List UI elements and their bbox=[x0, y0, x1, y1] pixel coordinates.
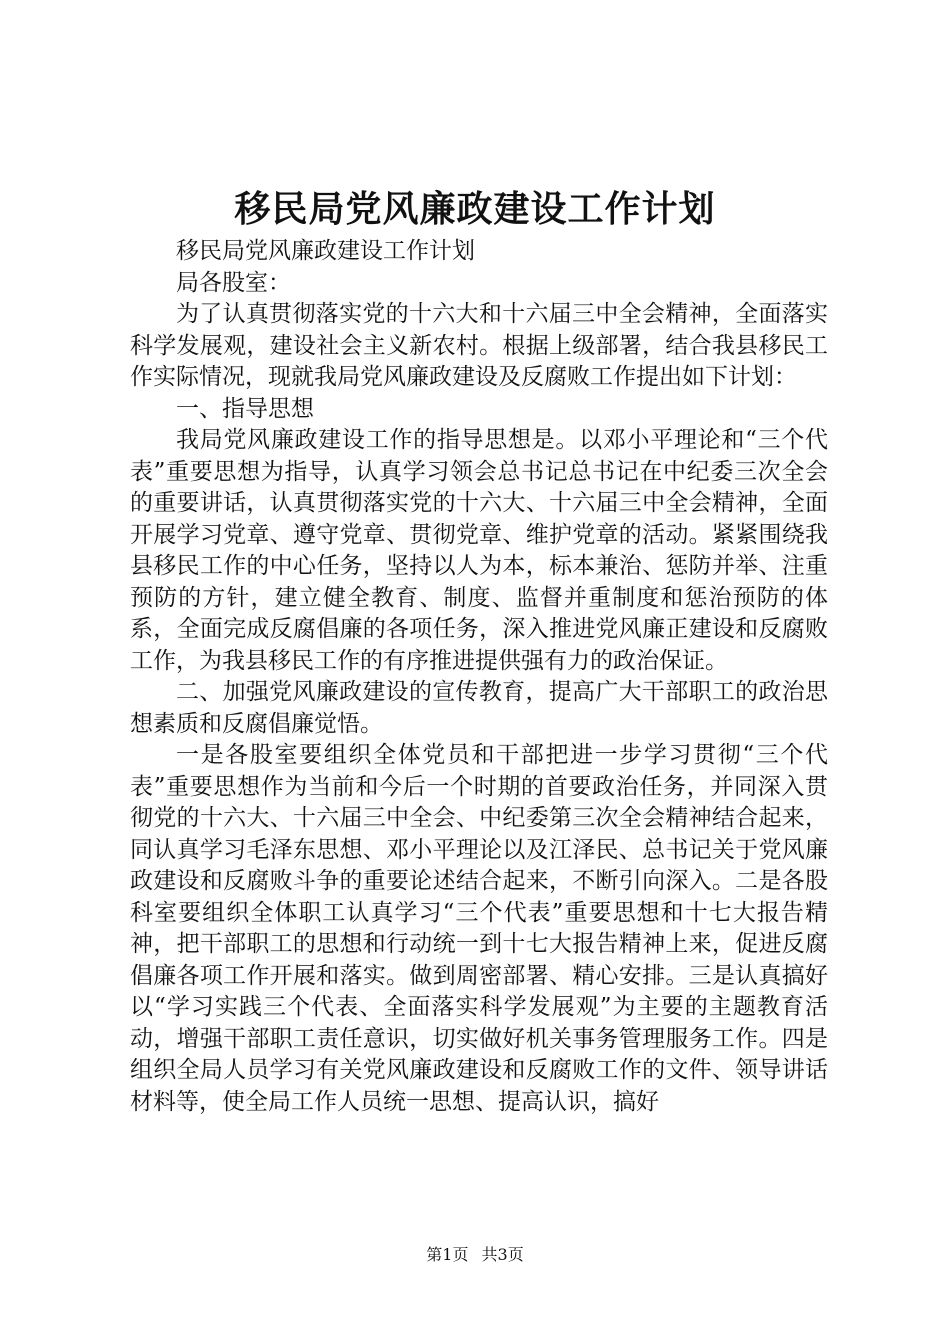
page-number: 第1页 bbox=[426, 1245, 469, 1264]
paragraph-intro: 为了认真贯彻落实党的十六大和十六届三中全会精神，全面落实科学发展观，建设社会主义新农村。根据上级部署，结合我县移民工作实际情况，现就我局党风廉政建设及反腐败工作提出如下计划： bbox=[130, 301, 828, 390]
section-heading-1: 一、指导思想 bbox=[176, 395, 314, 422]
paragraph-guiding-ideology: 我局党风廉政建设工作的指导思想是。以邓小平理论和“三个代表”重要思想为指导，认真学习领会总书记总书记在中纪委三次全会的重要讲话，认真贯彻落实党的十六大、十六届三中全会精神，全面开展学习党章、遵守党章、贯彻党章、维护党章的活动。紧紧围绕我县移民工作的中心任务，坚持以人为本，标本兼治、惩防并举、注重预防的方针，建立健全教育、制度、监督并重制度和惩治预防的体系，全面完成反腐倡廉的各项任务，深入推进党风廉正建设和反腐败工作，为我县移民工作的有序推进提供强有力的政治保证。 bbox=[130, 427, 828, 674]
page-total: 共3页 bbox=[481, 1245, 524, 1264]
page-footer bbox=[0, 1244, 950, 1266]
section-heading-2: 二、加强党风廉政建设的宣传教育，提高广大干部职工的政治思想素质和反腐倡廉觉悟。 bbox=[130, 679, 828, 737]
paragraph-education-measures: 一是各股室要组织全体党员和干部把进一步学习贯彻“三个代表”重要思想作为当前和今后一个时期的首要政治任务，并同深入贯彻党的十六大、十六届三中全会、中纪委第三次全会精神结合起来，同认真学习毛泽东思想、邓小平理论以及江泽民、总书记关于党风廉政建设和反腐败斗争的重要论述结合起来，不断引向深入。二是各股科室要组织全体职工认真学习“三个代表”重要思想和十七大报告精神，把干部职工的思想和行动统一到十七大报告精神上来，促进反腐倡廉各项工作开展和落实。做到周密部署、精心安排。三是认真搞好以“学习实践三个代表、全面落实科学发展观”为主要的主题教育活动，增强干部职工责任意识，切实做好机关事务管理服务工作。四是组织全局人员学习有关党风廉政建设和反腐败工作的文件、领导讲话材料等，使全局工作人员统一思想、提高认识，搞好 bbox=[130, 742, 828, 1115]
paragraph-salutation: 局各股室： bbox=[176, 269, 291, 296]
document-body bbox=[130, 236, 828, 1118]
document-title: 移民局党风廉政建设工作计划 bbox=[234, 188, 716, 230]
paragraph-subtitle: 移民局党风廉政建设工作计划 bbox=[176, 238, 475, 264]
